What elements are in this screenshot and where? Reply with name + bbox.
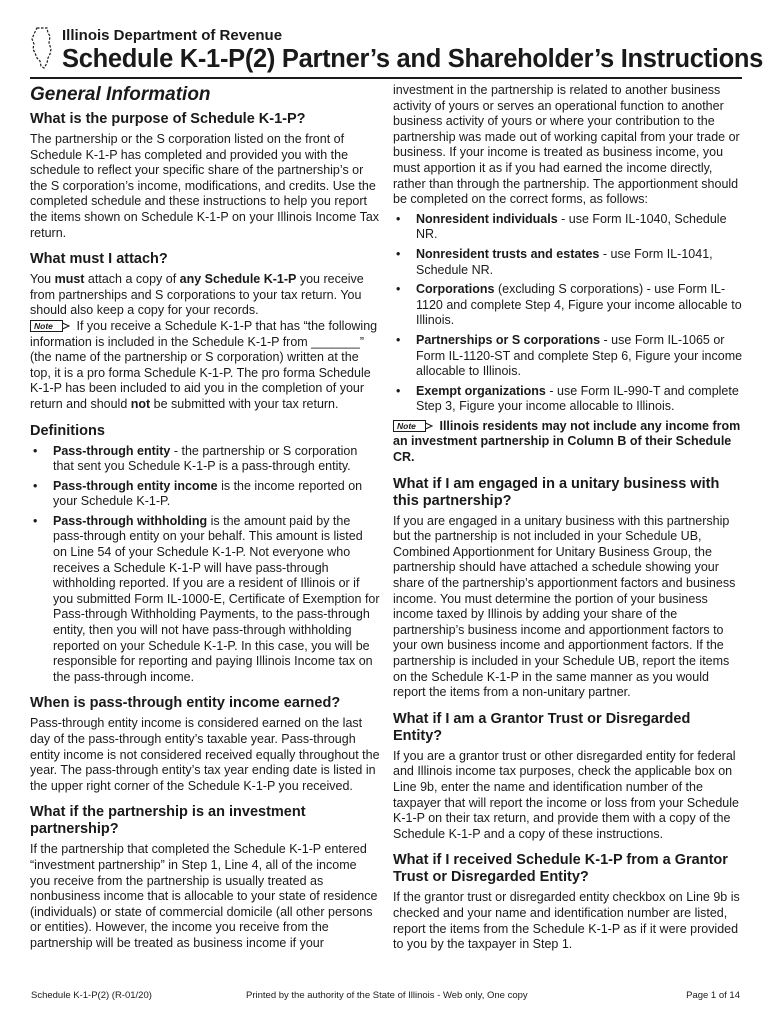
agency-name: Illinois Department of Revenue [62, 27, 283, 44]
attach-text: You must attach a copy of any Schedule K-1-P you receive from partnerships and S corporations to your tax return. You should also keep a copy for your records. [30, 272, 364, 318]
svg-text:Note: Note [397, 420, 416, 431]
investment-text: If the partnership that completed the Schedule K-1-P entered “investment partnership” in Step 1, Line 4, all of the income you receive from the partnership is usually treated as nonbusiness income that is allocable to your state of residence (individuals) or state of commercial domicile (all other persons or entities). However, the income you receive from the partnership will be treated as business income if your [30, 842, 378, 950]
illinois-state-outline-icon [31, 27, 53, 69]
svg-text:Note: Note [34, 320, 53, 331]
purpose-heading: What is the purpose of Schedule K-1-P? [30, 111, 306, 127]
list-item: • Pass-through withholding is the amount paid by the pass-through entity on your behalf. This amount is listed on Line 54 of your Schedule K-1-P. Not everyone who receives a Schedule K-1-P will have pass-through withholding reported. If you are a resident of Illinois or if you submitted Form IL-1000-E, Certificate of Exemption for Pass-through Withholding Payments, to the pass-through entity, then you will not have pass-through withholding reported on your Schedule K-1-P. In this case, you will be responsible for reporting and paying Illinois Income tax on the pass-through income. [30, 514, 380, 686]
attach-heading: What must I attach? [30, 251, 168, 268]
definitions-list [30, 444, 380, 686]
form-id: Schedule K-1-P(2) (R-01/20) [31, 990, 152, 1001]
general-information-heading: General Information [30, 84, 211, 105]
header-rule [30, 77, 742, 79]
received-heading: What if I received Schedule K-1-P from a Grantor Trust or Disregarded Entity? [393, 852, 728, 886]
investment-text-continued: investment in the partnership is related to another business activity of yours or serves an operational function to another business activity of yours or where your contribution to the partnership was made out of working capital from your trade or business. If your income is treated as business income, you must apportion it as if you had earned the income directly, rather than through the partnership. The apportionment should be completed on the correct forms, as follows: [393, 83, 740, 207]
list-item: • Nonresident trusts and estates - use Form IL-1041, Schedule NR. [393, 247, 743, 278]
residents-note: Note Illinois residents may not include any income from an investment partnership in Column B of their Schedule CR. [393, 418, 741, 465]
page-number: Page 1 of 14 [686, 990, 740, 1001]
right-column [393, 83, 743, 953]
earned-text: Pass-through entity income is considered earned on the last day of the pass-through entity’s taxable year. Pass-through entity income is not considered received equally throughout the year. The pass-through entity’s tax year ending date is listed in the upper right corner of the Schedule K-1-P you received. [30, 716, 380, 793]
unitary-text: If you are engaged in a unitary business with this partnership but the partnership is not included in your Schedule UB, Combined Apportionment for Unitary Business Group, the partnership should have attached a schedule showing your share of the partnership’s apportionment factors and business income. You must determine the portion of your business income taxed by Illinois by adding your share of the partnership’s business income and apportionment factors to your own business income and apportionment factors. If the partnership is included in your Schedule UB, report the items on the Schedule K-1-P in the same manner as you would report the items from a non-unitary partner. [393, 513, 736, 700]
list-item: • Partnerships or S corporations - use Form IL-1065 or Form IL-1120-ST and complete Step 6, Figure your income allocable to Illinois. [393, 333, 743, 380]
grantor-text: If you are a grantor trust or other disregarded entity for federal and Illinois income tax purposes, check the applicable box on Line 9b, enter the name and identification number of the taxpayer that will report the income or loss from your Schedule K-1-P on their tax return, and provide them with a copy of the Schedule K-1-P and a copy of these instructions. [393, 748, 739, 841]
unitary-heading: What if I am engaged in a unitary business with this partnership? [393, 475, 720, 509]
printing-authority: Printed by the authority of the State of Illinois - Web only, One copy [246, 990, 528, 1001]
purpose-text: The partnership or the S corporation listed on the front of Schedule K-1-P has completed and provided you with the schedule to reflect your specific share of the partnership’s or the S corporation’s income, modifications, and credits. Use the completed schedule and these instructions to help you report the items shown on Schedule K-1-P on your Illinois Income Tax return. [30, 132, 380, 240]
attach-note: Note If you receive a Schedule K-1-P that has “the following information is included in the Schedule K-1-P from _______” (the name of the partnership or S corporation) written at the top, it is a pro forma Schedule K-1-P. The pro forma Schedule K-1-P has been included to aid you in the completion of your return and should not be submitted with your tax return. [30, 318, 378, 411]
list-item: • Exempt organizations - use Form IL-990-T and complete Step 3, Figure your income allocable to Illinois. [393, 384, 743, 415]
received-text: If the grantor trust or disregarded entity checkbox on Line 9b is checked and your name and identification number are listed, report the items from the Schedule K-1-P as if it were provided to you by the taxpayer in Step 1. [393, 890, 740, 952]
list-item: • Nonresident individuals - use Form IL-1040, Schedule NR. [393, 212, 743, 243]
left-column [30, 83, 380, 952]
note-icon [393, 420, 433, 432]
note-icon [30, 320, 70, 332]
list-item: • Pass-through entity income is the income reported on your Schedule K-1-P. [30, 479, 380, 510]
definitions-heading: Definitions [30, 422, 105, 439]
earned-heading: When is pass-through entity income earned? [30, 695, 341, 712]
list-item: • Pass-through entity - the partnership or S corporation that sent you Schedule K-1-P is a pass-through entity. [30, 444, 380, 475]
forms-list [393, 212, 743, 415]
list-item: • Corporations (excluding S corporations) - use Form IL-1120 and complete Step 4, Figure your income allocable to Illinois. [393, 282, 743, 329]
investment-heading: What if the partnership is an investment partnership? [30, 804, 306, 838]
grantor-heading: What if I am a Grantor Trust or Disregarded Entity? [393, 710, 691, 744]
page-title: Schedule K-1-P(2) Partner’s and Shareholder’s Instructions [62, 45, 764, 73]
